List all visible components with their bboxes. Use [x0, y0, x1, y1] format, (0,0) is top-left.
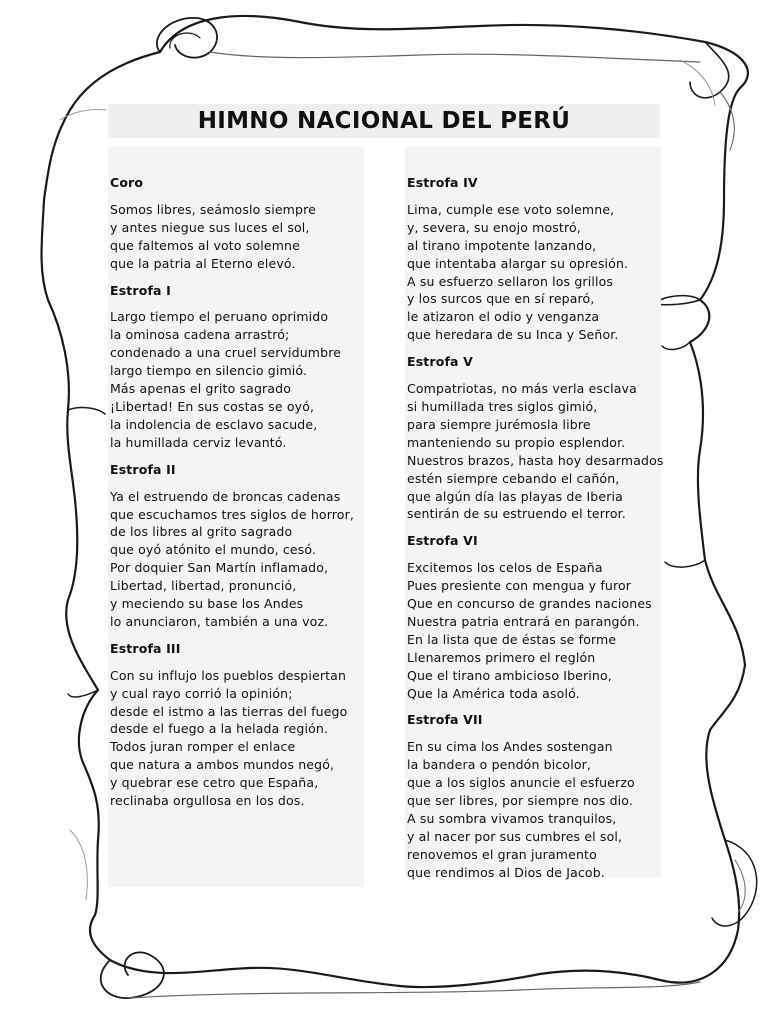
stanza-heading: Estrofa VII: [407, 712, 483, 728]
verse-line: que la patria al Eterno elevó.: [110, 255, 296, 271]
stanza-heading: Estrofa VI: [407, 533, 478, 549]
verse-line: Que el tirano ambicioso Iberino,: [407, 667, 612, 683]
verse-line: al tirano impotente lanzando,: [407, 237, 597, 253]
verse-line: En la lista que de éstas se forme: [407, 631, 617, 647]
left-column: [108, 147, 364, 887]
verse-line: la bandera o pendón bicolor,: [407, 757, 592, 773]
stanza-text: [407, 559, 661, 702]
verse-line: la ominosa cadena arrastró;: [110, 327, 290, 343]
verse-line: Más apenas el grito sagrado: [110, 381, 292, 397]
verse-line: largo tiempo en silencio gimió.: [110, 363, 308, 379]
verse-line: Nuestros brazos, hasta hoy desarmados: [407, 452, 664, 468]
verse-line: que natura a ambos mundos negó,: [110, 757, 335, 773]
stanza-heading: Estrofa IV: [407, 175, 478, 190]
verse-line: A su sombra vivamos tranquilos,: [407, 811, 617, 826]
verse-line: Nuestra patria entrará en parangón.: [407, 613, 640, 629]
verse-line: Con su influjo los pueblos despiertan: [110, 667, 347, 683]
verse-line: y, severa, su enojo mostró,: [407, 219, 581, 235]
stanza-heading: Estrofa I: [110, 282, 171, 298]
verse-line: lo anunciaron, también a una voz.: [110, 613, 329, 629]
stanza-text: [407, 738, 661, 881]
verse-line: si humillada tres siglos gimió,: [407, 398, 598, 414]
verse-line: que ser libres, por siempre nos dio.: [407, 793, 634, 809]
verse-line: que oyó atónito el mundo, cesó.: [110, 542, 317, 558]
stanza-text: [110, 308, 364, 451]
verse-line: y al nacer por sus cumbres el sol,: [407, 828, 623, 844]
verse-line: la humillada cerviz levantó.: [110, 434, 287, 450]
stanza-heading: Estrofa III: [110, 640, 181, 656]
verse-line: A su esfuerzo sellaron los grillos: [407, 273, 614, 289]
verse-line: Llenaremos primero el reglón: [407, 649, 596, 665]
verse-line: desde el istmo a las tierras del fuego: [110, 703, 348, 719]
stanza-text: [110, 201, 364, 273]
verse-line: ¡Libertad! En sus costas se oyó,: [110, 398, 315, 414]
page-title: HIMNO NACIONAL DEL PERÚ: [197, 108, 571, 134]
verse-line: que intentaba alargar su opresión.: [407, 255, 629, 271]
verse-line: sentirán de su estruendo el terror.: [407, 506, 626, 522]
verse-line: y antes niegue sus luces el sol,: [110, 219, 310, 235]
verse-line: Por doquier San Martín inflamado,: [110, 560, 329, 576]
verse-line: para siempre jurémosla libre: [407, 416, 591, 432]
stanza-heading: Estrofa V: [407, 354, 473, 370]
verse-line: Que en concurso de grandes naciones: [407, 596, 652, 612]
verse-line: renovemos el gran juramento: [407, 846, 597, 862]
verse-line: Compatriotas, no más verla esclava: [407, 381, 637, 397]
stanza-text: [110, 488, 364, 631]
verse-line: Lima, cumple ese voto solemne,: [407, 201, 615, 217]
verse-line: que escuchamos tres siglos de horror,: [110, 506, 355, 522]
verse-line: Ya el estruendo de broncas cadenas: [110, 488, 341, 504]
verse-line: que a los siglos anuncie el esfuerzo: [407, 775, 635, 791]
verse-line: desde el fuego a la helada región.: [110, 721, 329, 737]
verse-line: Todos juran romper el enlace: [110, 739, 296, 755]
stanza-text: [407, 201, 661, 344]
verse-line: y los surcos que en sí reparó,: [407, 291, 595, 307]
verse-line: de los libres al grito sagrado: [110, 524, 293, 540]
verse-line: manteniendo su propio esplendor.: [407, 434, 626, 450]
verse-line: Pues presiente con mengua y furor: [407, 578, 632, 594]
verse-line: que algún día las playas de Iberia: [407, 488, 623, 504]
verse-line: condenado a una cruel servidumbre: [110, 345, 342, 361]
verse-line: Excitemos los celos de España: [407, 560, 603, 576]
verse-line: y meciendo su base los Andes: [110, 596, 304, 612]
verse-line: que rendimos al Dios de Jacob.: [407, 864, 605, 880]
verse-line: Que la América toda asoló.: [407, 685, 580, 701]
verse-line: Libertad, libertad, pronunció,: [110, 578, 297, 594]
verse-line: En su cima los Andes sostengan: [407, 739, 613, 755]
stanza-heading: Coro: [110, 175, 144, 190]
verse-line: que heredara de su Inca y Señor.: [407, 327, 619, 343]
stanza-text: [110, 667, 364, 810]
verse-line: le atizaron el odio y venganza: [407, 309, 600, 325]
verse-line: la indolencia de esclavo sacude,: [110, 416, 318, 432]
verse-line: estén siempre cebando el cañón,: [407, 470, 620, 486]
verse-line: y quebrar ese cetro que España,: [110, 775, 319, 791]
verse-line: Largo tiempo el peruano oprimido: [110, 309, 329, 325]
verse-line: y cual rayo corrió la opinión;: [110, 685, 293, 701]
verse-line: reclinaba orgullosa en los dos.: [110, 793, 305, 809]
verse-line: Somos libres, seámoslo siempre: [110, 201, 316, 217]
right-column: [405, 147, 664, 880]
stanza-heading: Estrofa II: [110, 461, 176, 477]
verse-line: que faltemos al voto solemne: [110, 237, 300, 253]
stanza-text: [407, 380, 664, 523]
